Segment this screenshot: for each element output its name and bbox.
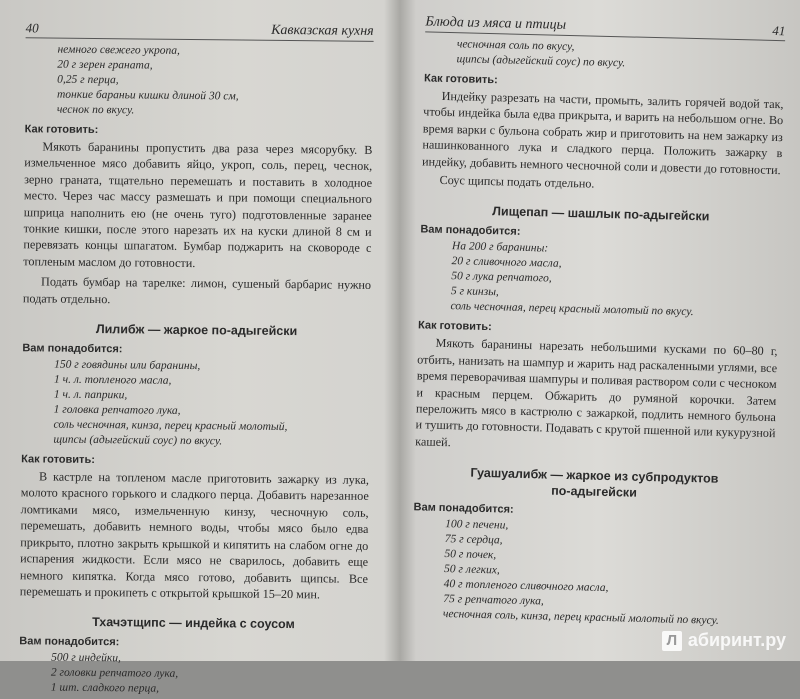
ingredient-item: чесночная соль по вкусу, [456,38,575,54]
ingredient-item: немного свежего укропа, [57,43,181,57]
need-label: Вам понадобится: [413,501,514,517]
right-page [392,0,800,670]
ingredient-item: 50 г легких, [443,563,500,577]
ingredient-item: 0,25 г перца, [57,73,119,87]
how-to-label: Как готовить: [21,453,95,467]
recipe-paragraph: Мякоть баранины нарезать небольшими кусками по 60–80 г, отбить, нанизать на шампур и жарить над раскаленными углями, все время переворачивая шампуры и поливая раствором соли с чесноком и красным перцем. Обжарить до румяной корочки. Затем переложить мясо в кастрюлю с зажаркой, подлить немного бульона и тушить до готовности. Подавать с крутой пшенной или кукурузной кашей. [415,336,778,450]
recipe-title-line: по-адыгейски [551,483,638,501]
recipe-paragraph: Индейку разрезать на части, промыть, залить горячей водой так, чтобы индейка была едва прикрыта, и варить на небольшом огне. Во время варки с бульона собрать жир и приготовить на нем зажарку из нашинкованного лука и сладкого перца. Положить зажарку в индейку, добавить немного чесночной соли и довести до готовности. [421,88,784,177]
ingredient-item: 20 г сливочного масла, [451,255,562,271]
ingredient-list [53,358,370,451]
ingredient-list [456,37,785,75]
ingredient-item: 500 г индейки, [51,651,121,665]
ingredient-item: 40 г топленого сливочного масла, [443,578,609,595]
need-label: Вам понадобится: [22,342,123,356]
recipe-title: Тхачэтщипс — индейка с соусом [92,615,295,632]
recipe-paragraph: Соус щипсы подать отдельно. [439,172,595,191]
ingredient-item: тонкие бараньи кишки длиной 30 см, [56,88,239,103]
ingredient-item: 1 головка репчатого лука, [53,403,181,417]
ingredient-item: щипсы (адыгейский соус) по вкусу. [53,433,223,448]
ingredient-item: 50 г лука репчатого, [451,270,552,286]
ingredient-item: 75 г репчатого лука, [443,593,544,608]
ingredient-item: соль чесночная, перец красный молотый по вкусу. [450,300,694,319]
recipe-paragraph: Мякоть баранины пропустить два раза через мясорубку. В измельченное мясо добавить яйцо, укроп, соль, перец, чеснок, зерно граната, тщательно перемешать и поставить в холодное место. Через час массу размешать и при помощи специального шприца наполнить ею (не очень туго) подготовленные заранее тонкие кишки, после этого нарезать их на куски длиной 8 см и перевязать концы шпагатом. Бумбар поджарить на сковороде с топленым маслом до готовности. [23,139,373,270]
ingredient-item: 5 г кинзы, [450,285,500,299]
ingredient-item: 20 г зерен граната, [57,58,153,72]
ingredient-item: 1 ч. л. топленого масла, [53,373,172,387]
ingredient-list [51,651,367,699]
running-head-left [26,18,374,42]
watermark-logo [662,630,786,651]
watermark-text: абиринт.ру [687,630,786,650]
labyrinth-logo-icon: Л [662,631,682,651]
ingredient-item: чеснок по вкусу. [56,103,135,117]
ingredient-item: чесночная соль, кинза, перец красный молотый по вкусу. [442,608,720,628]
recipe-title: Лищепап — шашлык по-адыгейски [492,204,710,224]
page-number: 41 [772,22,786,39]
recipe-paragraph: Подать бумбар на тарелке: лимон, сушеный барбарис нужно подать отдельно. [22,274,372,306]
ingredient-list [450,240,780,323]
how-to-label: Как готовить: [417,319,492,334]
ingredient-item: 75 г сердца, [444,533,503,547]
ingredient-item: щипсы (адыгейский соус) по вкусу. [456,53,626,70]
how-to-label: Как готовить: [24,123,99,137]
ingredient-item: соль чесночная, кинза, перец красный молотый, [53,418,288,434]
ingredient-item: 50 г почек, [444,548,497,562]
left-page [0,0,392,696]
recipe-title [414,464,775,505]
recipe-title-line: Гуашуалибж — жаркое из субпродуктов [470,465,719,487]
running-title: Кавказская кухня [271,22,374,39]
need-label: Вам понадобится: [420,223,521,239]
ingredient-item: 150 г говядины или баранины, [54,358,201,373]
page-number: 40 [25,20,39,36]
ingredient-item: 1 шт. сладкого перца, [50,681,160,696]
ingredient-item: 1 ч. л. паприки, [53,388,128,402]
ingredient-list [57,43,374,121]
ingredient-item: 100 г печени, [445,518,509,532]
ingredient-item: 2 головки репчатого лука, [50,666,179,681]
ingredient-list [443,517,773,630]
running-title: Блюда из мяса и птицы [425,14,567,33]
ingredient-item: На 200 г баранины: [451,240,549,255]
need-label: Вам понадобится: [19,635,120,649]
how-to-label: Как готовить: [423,72,498,87]
recipe-paragraph: В кастрле на топленом масле приготовить зажарку из лука, молото красного горького и сладкого перца. Добавить нарезанное ломтиками мясо, измельченную кинзу, чесночную соль, перемешать, добавить немного воды, чтобы мясо было едва прикрыто, плотно закрыть крышкой и кипятить на слабом огне до испарения жидкости. Если мясо не сварилось, добавить еще немного кипятка. Когда мясо готово, добавить щипсы. Все перемешать и прокипеть с открытой крышкой 15–20 мин. [19,469,370,602]
recipe-title: Лилибж — жаркое по-адыгейски [95,322,298,339]
